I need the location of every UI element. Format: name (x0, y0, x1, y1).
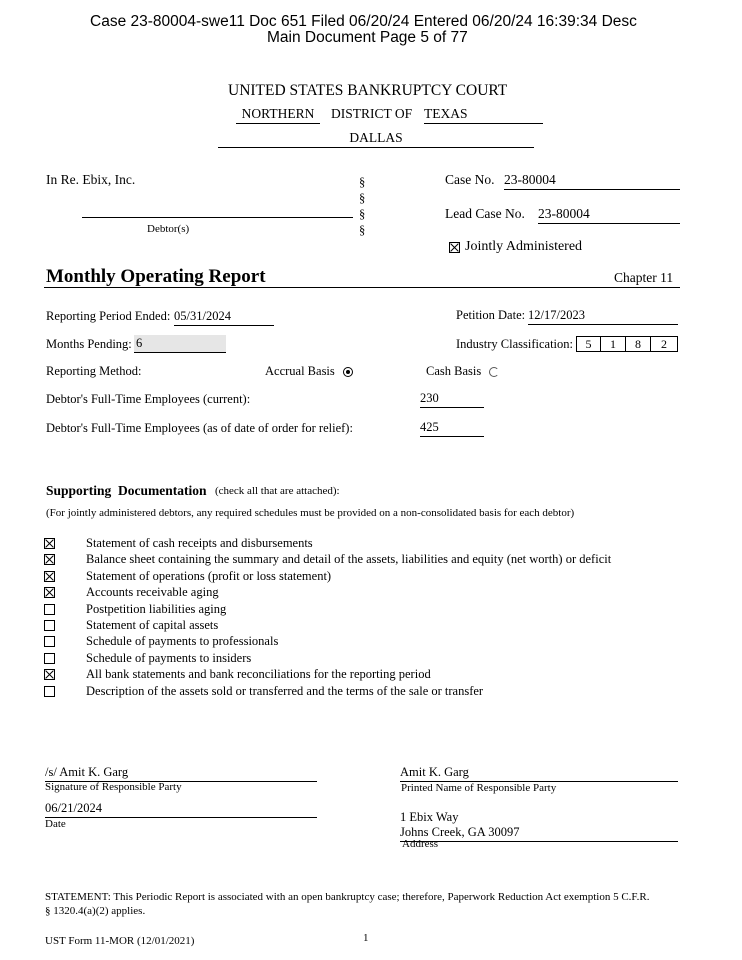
court-title: UNITED STATES BANKRUPTCY COURT (228, 82, 508, 99)
employees-relief-value: 425 (420, 420, 484, 437)
accrual-radio[interactable] (343, 367, 353, 377)
supporting-doc-label: All bank statements and bank reconciliations for the reporting period (86, 667, 431, 682)
date-label: Date (45, 818, 66, 830)
chapter-label: Chapter 11 (614, 270, 674, 285)
supporting-doc-checkbox[interactable] (44, 669, 55, 680)
address-line2: Johns Creek, GA 30097 (400, 825, 678, 842)
supporting-doc-label: Description of the assets sold or transferred and the terms of the sale or transfer (86, 683, 484, 698)
lead-case-value: 23-80004 (538, 206, 680, 224)
supporting-doc-checkbox[interactable] (44, 686, 55, 697)
jointly-administered-checkbox[interactable] (449, 242, 460, 253)
address-line1: 1 Ebix Way (400, 810, 459, 824)
form-id: UST Form 11-MOR (12/01/2021) (45, 935, 195, 947)
signature-label: Signature of Responsible Party (45, 781, 182, 793)
industry-digit: 8 (626, 336, 651, 352)
signature-value: /s/ Amit K. Garg (45, 765, 317, 782)
section-symbol: § (359, 223, 366, 237)
supporting-doc-label: Statement of operations (profit or loss statement) (86, 568, 332, 583)
in-re-debtor: In Re. Ebix, Inc. (46, 172, 136, 187)
petition-label: Petition Date: (456, 308, 526, 322)
method-label: Reporting Method: (46, 364, 142, 378)
page-number: 1 (363, 932, 369, 944)
lead-case-label: Lead Case No. (445, 206, 525, 221)
statement-line2: § 1320.4(a)(2) applies. (45, 905, 146, 917)
district-prefix: NORTHERN (236, 106, 320, 124)
address-label: Address (402, 838, 439, 850)
supporting-doc-checkbox[interactable] (44, 653, 55, 664)
industry-digit: 1 (601, 336, 626, 352)
district-label: DISTRICT OF (331, 106, 413, 121)
debtor-signature-line (82, 217, 353, 218)
district-state: TEXAS (424, 106, 543, 124)
period-label: Reporting Period Ended: (46, 309, 171, 323)
supporting-doc-checkbox[interactable] (44, 571, 55, 582)
statement-line1: STATEMENT: This Periodic Report is associated with an open bankruptcy case; therefore, Paperwork Reduction Act exemption 5 C.F.R. (45, 891, 650, 903)
title-rule (44, 287, 680, 288)
filing-header-line2: Main Document Page 5 of 77 (267, 29, 468, 46)
supporting-doc-checkbox[interactable] (44, 620, 55, 631)
supporting-doc-label: Balance sheet containing the summary and detail of the assets, liabilities and equity (net worth) or deficit (86, 552, 612, 567)
employees-current-value: 230 (420, 391, 484, 408)
industry-digit: 5 (576, 336, 601, 352)
months-value[interactable]: 6 (134, 335, 226, 353)
supporting-doc-label: Statement of capital assets (86, 618, 219, 632)
supporting-doc-checkbox[interactable] (44, 604, 55, 615)
division: DALLAS (218, 130, 534, 148)
debtors-label: Debtor(s) (147, 223, 190, 235)
section-symbol: § (359, 191, 366, 205)
case-no-label: Case No. (445, 172, 495, 187)
supporting-doc-label: Postpetition liabilities aging (86, 601, 227, 616)
supporting-doc-label: Statement of cash receipts and disbursements (86, 536, 313, 550)
industry-label: Industry Classification: (456, 337, 573, 351)
supporting-heading-note: (check all that are attached): (215, 485, 340, 497)
supporting-doc-checkbox[interactable] (44, 636, 55, 647)
industry-digit: 2 (651, 336, 678, 352)
printed-name-value: Amit K. Garg (400, 765, 678, 782)
supporting-doc-checkbox[interactable] (44, 587, 55, 598)
period-value: 05/31/2024 (174, 309, 274, 326)
months-label: Months Pending: (46, 337, 132, 351)
employees-relief-label: Debtor's Full-Time Employees (as of date of order for relief): (46, 421, 353, 435)
supporting-heading: Supporting Documentation (46, 483, 207, 498)
accrual-label: Accrual Basis (265, 364, 335, 378)
supporting-doc-checkbox[interactable] (44, 538, 55, 549)
printed-name-label: Printed Name of Responsible Party (401, 782, 557, 794)
date-value: 06/21/2024 (45, 801, 317, 818)
supporting-doc-checkbox[interactable] (44, 554, 55, 565)
supporting-doc-label: Accounts receivable aging (86, 585, 219, 600)
supporting-doc-label: Schedule of payments to professionals (86, 634, 279, 649)
section-symbol: § (359, 175, 366, 189)
case-no-value: 23-80004 (504, 172, 680, 190)
supporting-note: (For jointly administered debtors, any required schedules must be provided on a non-consolidated basis for each debtor) (46, 507, 575, 519)
jointly-administered-label: Jointly Administered (465, 239, 583, 254)
cash-radio[interactable] (489, 367, 499, 377)
section-symbol: § (359, 207, 366, 221)
cash-label: Cash Basis (426, 364, 482, 378)
report-title: Monthly Operating Report (46, 266, 266, 287)
employees-current-label: Debtor's Full-Time Employees (current): (46, 392, 251, 406)
petition-value: 12/17/2023 (528, 308, 678, 325)
supporting-doc-label: Schedule of payments to insiders (86, 650, 252, 665)
filing-header-line1: Case 23-80004-swe11 Doc 651 Filed 06/20/24 Entered 06/20/24 16:39:34 Desc (90, 13, 637, 30)
